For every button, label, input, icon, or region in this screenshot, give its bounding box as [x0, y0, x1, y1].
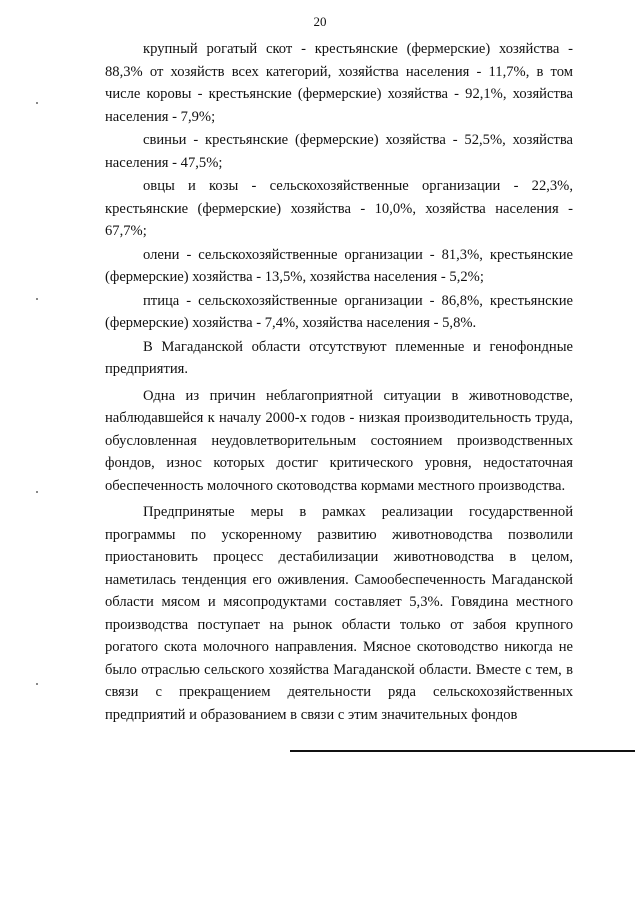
scan-mark — [36, 102, 38, 104]
bottom-rule — [290, 750, 635, 752]
paragraph-breeding: В Магаданской области отсутствуют племенные и генофондные предприятия. — [105, 338, 573, 377]
document-body — [105, 38, 573, 730]
scan-mark — [36, 683, 38, 685]
paragraph-reindeer: олени - сельскохозяйственные организации - 81,3%, крестьянские (фермерские) хозяйства - 13,5%, хозяйства населения - 5,2%; — [105, 246, 573, 285]
scan-mark — [36, 298, 38, 300]
page-number: 20 — [313, 14, 327, 29]
paragraph-measures: Предпринятые меры в рамках реализации государственной программы по ускоренному развитию животноводства позволили приостановить процесс дестабилизации животноводства в целом, наметилась тенденция его оживления. Самообеспеченность Магаданской области мясом и мясопродуктами составляет 5,3%. Говядина местного производства поступает на рынок области только от забоя крупного рогатого скота молочного направления. Мясное скотоводство никогда не было отраслью сельского хозяйства Магаданской области. Вместе с тем, в связи с прекращением деятельности ряда сельскохозяйственных предприятий и образованием в связи с этим значительных фондов — [105, 504, 573, 723]
paragraph-poultry: птица - сельскохозяйственные организации - 86,8%, крестьянские (фермерские) хозяйства - 7,4%, хозяйства населения - 5,8%. — [105, 292, 573, 331]
paragraph-causes: Одна из причин неблагоприятной ситуации в животноводстве, наблюдавшейся к началу 2000-х годов - низкая производительность труда, обусловленная неудовлетворительным состоянием производственных фондов, износ которых достиг критического уровня, недостаточная обеспеченность молочного скотоводства кормами местного производства. — [105, 387, 573, 494]
paragraph-cattle: крупный рогатый скот - крестьянские (фермерские) хозяйства - 88,3% от хозяйств всех категорий, хозяйства населения - 11,7%, в том числе коровы - крестьянские (фермерские) хозяйства - 92,1%, хозяйства населения - 7,9%; — [105, 41, 573, 125]
scan-mark — [36, 491, 38, 493]
paragraph-pigs: свиньи - крестьянские (фермерские) хозяйства - 52,5%, хозяйства населения - 47,5%; — [105, 132, 573, 171]
paragraph-sheep-goats: овцы и козы - сельскохозяйственные организации - 22,3%, крестьянские (фермерские) хозяйства - 10,0%, хозяйства населения - 67,7%; — [105, 178, 573, 239]
